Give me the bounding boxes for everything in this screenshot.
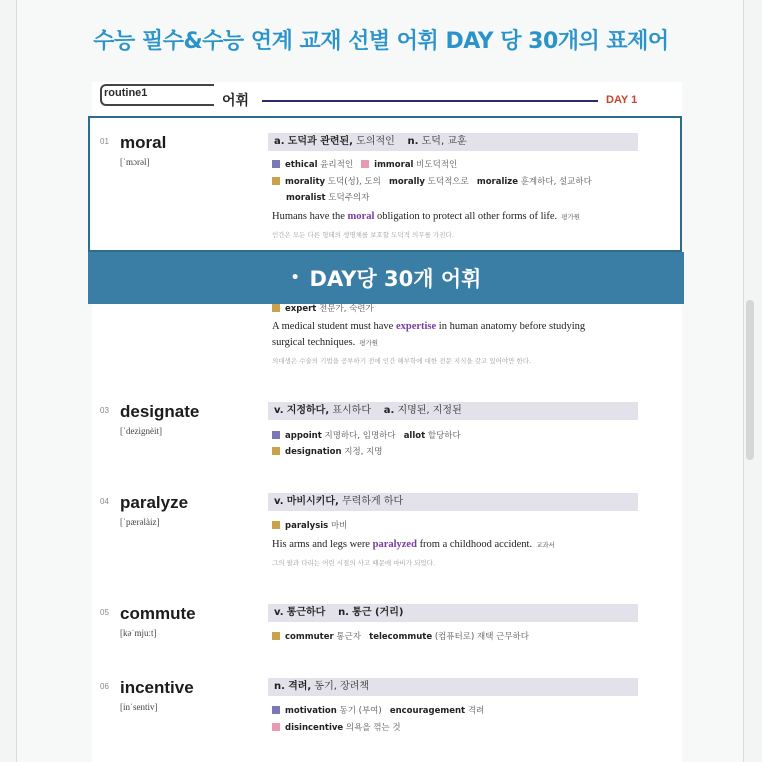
example-translation: 의대생은 수술의 기법을 공부하기 전에 인간 해부학에 대한 전문 지식을 갖고 있어야만 한다. [272, 357, 532, 365]
scrollbar-thumb[interactable] [746, 300, 754, 460]
headword: designate [120, 402, 200, 421]
banner-text: DAY당 30개 어휘 [309, 267, 482, 291]
antonym-line: disincentive 의욕을 꺾는 것 [272, 721, 401, 733]
entry-number: 06 [100, 682, 109, 691]
example-sentence-cont: surgical techniques. 평가원 [272, 337, 379, 348]
pronunciation: [ˈdezignèit] [120, 426, 162, 436]
entry-number: 04 [100, 497, 109, 506]
derivative-line: morality 도덕(성), 도의 morally 도덕적으로 moralize 훈계하다, 설교하다 [272, 175, 592, 187]
antonym-marker [272, 723, 280, 731]
headword: commute [120, 604, 196, 623]
day-label: DAY 1 [606, 94, 638, 106]
example-sentence: Humans have the moral obligation to protect all other forms of life. 평가원 [272, 211, 581, 222]
headword: incentive [120, 678, 194, 697]
example-sentence: A medical student must have expertise in human anatomy before studying [272, 321, 586, 332]
derivative-marker [272, 304, 280, 312]
derivative-line: moralist 도덕주의자 [286, 193, 370, 203]
example-sentence: His arms and legs were paralyzed from a childhood accident. 교과서 [272, 539, 555, 550]
related-line: appoint 지명하다, 임명하다 allot 할당하다 [272, 429, 461, 441]
page-headline: 수능 필수&수능 연계 교재 선별 어휘 DAY 당 30개의 표제어 [93, 29, 669, 54]
pronunciation: [ˈpærəlàiz] [120, 517, 160, 527]
entry-number: 01 [100, 137, 109, 146]
derivative-marker [272, 521, 280, 529]
example-translation: 그의 팔과 다리는 어린 시절의 사고 때문에 마비가 되었다. [272, 559, 436, 567]
meaning-bar: v. 통근하다 n. 통근 (거리) [268, 604, 638, 622]
vocab-section-label: 어휘 [222, 93, 250, 109]
pronunciation: [inˈsentiv] [120, 702, 158, 712]
pronunciation: [kəˈmjuːt] [120, 628, 157, 638]
highlight-frame [88, 116, 682, 252]
derivative-marker [272, 447, 280, 455]
entry-number: 03 [100, 406, 109, 415]
related-line: expert 전문가, 숙련가 [272, 302, 374, 314]
headword: paralyze [120, 493, 189, 512]
related-line: motivation 동기 (부여) encouragement 격려 [272, 704, 484, 716]
meaning-bar: a. 도덕과 관련된, 도의적인 n. 도덕, 교훈 [268, 133, 638, 151]
example-translation: 인간은 모든 다른 형태의 생명체를 보호할 도덕적 의무를 가진다. [272, 231, 454, 239]
meaning-bar: v. 마비시키다, 무력하게 하다 [268, 493, 638, 511]
meaning-bar: v. 지정하다, 표시하다 a. 지명된, 지정된 [268, 402, 638, 420]
banner-bullet: • [290, 270, 300, 286]
synonym-marker [272, 706, 280, 714]
routine-label: routine1 [104, 87, 148, 99]
derivative-marker [272, 632, 280, 640]
derivative-line: designation 지정, 지명 [272, 445, 383, 457]
meaning-bar: n. 격려, 동기, 장려책 [268, 678, 638, 696]
entry-number: 05 [100, 608, 109, 617]
derivative-line: commuter 통근자 telecommute (컴퓨터로) 재택 근무하다 [272, 630, 529, 642]
related-line: ethical 윤리적인 immoral 비도덕적인 [272, 158, 457, 170]
derivative-line: paralysis 마비 [272, 519, 347, 531]
day-banner [88, 252, 684, 304]
header-rule [262, 100, 598, 102]
pronunciation: [ˈmɔrəl] [120, 157, 150, 167]
synonym-marker [272, 431, 280, 439]
headword: moral [120, 133, 167, 152]
